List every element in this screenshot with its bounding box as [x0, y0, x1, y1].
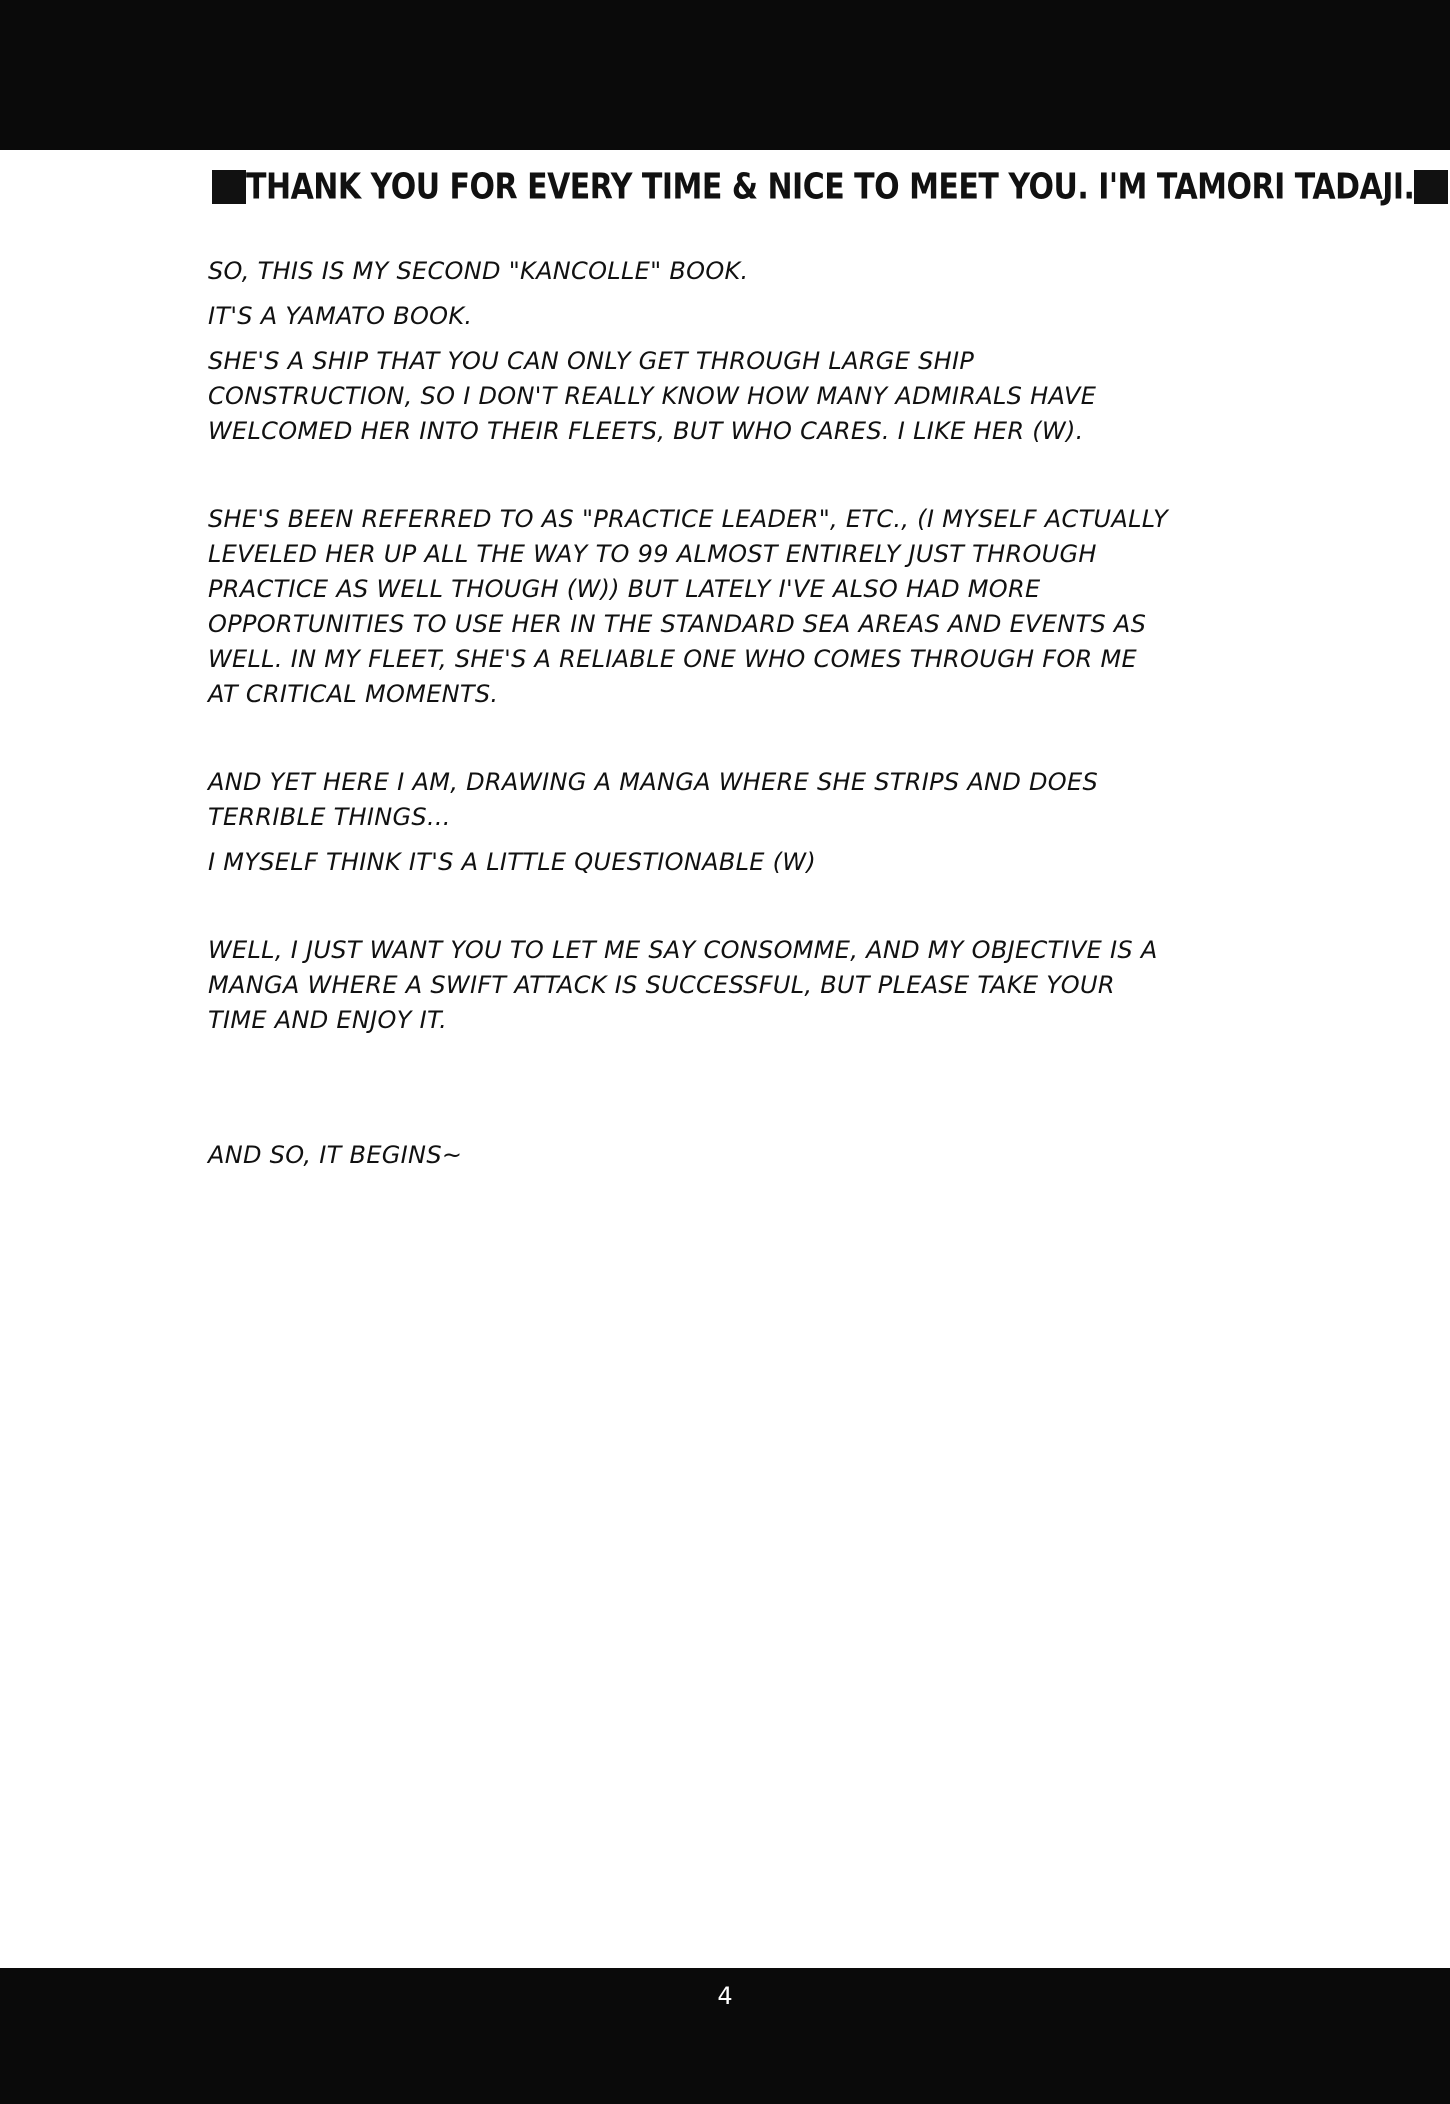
text-line: TIME AND ENJOY IT.: [208, 1006, 448, 1034]
heading-text: THANK YOU FOR EVERY TIME & NICE TO MEET YOU. I'M TAMORI TADAJI.: [246, 166, 1415, 208]
text-line: PRACTICE AS WELL THOUGH (W)) BUT LATELY I'VE ALSO HAD MORE: [208, 575, 1041, 603]
paragraph-4: [208, 502, 1208, 712]
text-line: CONSTRUCTION, SO I DON'T REALLY KNOW HOW MANY ADMIRALS HAVE: [208, 382, 1097, 410]
text-line: WELL, I JUST WANT YOU TO LET ME SAY CONSOMME, AND MY OBJECTIVE IS A: [208, 936, 1158, 964]
paragraph-7: [208, 933, 1208, 1038]
text-line: SHE'S BEEN REFERRED TO AS "PRACTICE LEADER", ETC., (I MYSELF ACTUALLY: [208, 505, 1169, 533]
paragraph-5: [208, 765, 1208, 835]
body-text: [208, 254, 1208, 1173]
heading-right-square-icon: [1414, 170, 1448, 204]
text-line: SHE'S A SHIP THAT YOU CAN ONLY GET THROUGH LARGE SHIP: [208, 347, 975, 375]
text-line: AND SO, IT BEGINS~: [208, 1141, 463, 1169]
text-line: WELL. IN MY FLEET, SHE'S A RELIABLE ONE WHO COMES THROUGH FOR ME: [208, 645, 1137, 673]
heading-left-square-icon: [212, 170, 246, 204]
text-line: OPPORTUNITIES TO USE HER IN THE STANDARD SEA AREAS AND EVENTS AS: [208, 610, 1147, 638]
text-line: SO, THIS IS MY SECOND "KANCOLLE" BOOK.: [208, 257, 749, 285]
top-black-band: [0, 0, 1450, 150]
text-line: TERRIBLE THINGS...: [208, 803, 451, 831]
text-line: WELCOMED HER INTO THEIR FLEETS, BUT WHO CARES. I LIKE HER (W).: [208, 417, 1084, 445]
heading: [212, 163, 1415, 211]
text-line: I MYSELF THINK IT'S A LITTLE QUESTIONABLE (W): [208, 848, 817, 876]
paragraph-3: [208, 344, 1208, 449]
text-line: IT'S A YAMATO BOOK.: [208, 302, 473, 330]
text-line: LEVELED HER UP ALL THE WAY TO 99 ALMOST ENTIRELY JUST THROUGH: [208, 540, 1097, 568]
text-line: AT CRITICAL MOMENTS.: [208, 680, 499, 708]
text-line: MANGA WHERE A SWIFT ATTACK IS SUCCESSFUL, BUT PLEASE TAKE YOUR: [208, 971, 1115, 999]
paragraph-1: [208, 254, 1208, 289]
page-number: 4: [717, 1982, 733, 2010]
paragraph-6: [208, 845, 1208, 880]
text-line: AND YET HERE I AM, DRAWING A MANGA WHERE SHE STRIPS AND DOES: [208, 768, 1098, 796]
paragraph-2: [208, 299, 1208, 334]
paragraph-8: [208, 1138, 1208, 1173]
